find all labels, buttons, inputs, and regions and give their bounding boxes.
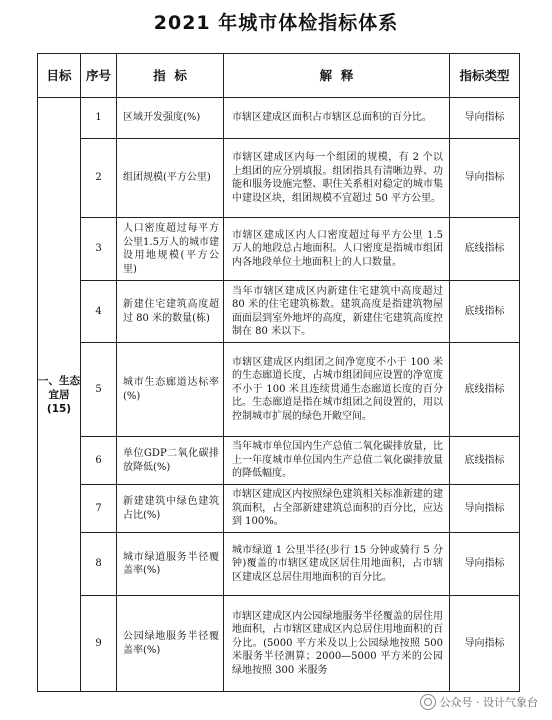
row-explanation: 市辖区建成区内公园绿地服务半径覆盖的居住用地面积，占市辖区建成区内总居住用地面积的百分比。(5000 平方米及以上公园绿地按照 500 米服务半径测算；2000—5000 平方米的公园绿地按照 300 米服务 [224,596,450,692]
row-number: 4 [81,281,117,343]
table-header-row [38,54,520,98]
header-type: 指标类型 [450,54,520,98]
row-type: 导向指标 [450,139,520,218]
row-explanation: 市辖区建成区内每一个组团的规模，有 2 个以上组团的应分别填报。组团指具有清晰边界、功能和服务设施完整、职住关系相对稳定的城市集中建设区块，组团规模不宜超过 50 平方公里。 [224,139,450,218]
row-explanation: 市辖区建成区内人口密度超过每平方公里 1.5 万人的地段总占地面积。人口密度是指城市组团内各地段单位土地面积上的人口数量。 [224,218,450,281]
row-indicator: 新建建筑中绿色建筑占比(%) [117,485,224,533]
header-explanation: 解 释 [224,54,450,98]
table-row [38,139,520,218]
row-explanation: 市辖区建成区内按照绿色建筑相关标准新建的建筑面积，占全部新建建筑总面积的百分比，应达到 100%。 [224,485,450,533]
row-number: 2 [81,139,117,218]
page-title: 2021 年城市体检指标体系 [153,12,399,34]
row-number: 5 [81,343,117,437]
row-number: 1 [81,98,117,139]
row-number: 7 [81,485,117,533]
category-cell: 一、生态宜居(15) [38,98,81,692]
header-indicator: 指 标 [117,54,224,98]
table-row [38,596,520,692]
row-explanation: 市辖区建成区面积占市辖区总面积的百分比。 [224,98,450,139]
indicator-table [37,53,520,692]
header-number: 序号 [81,54,117,98]
table-row [38,485,520,533]
row-indicator: 区域开发强度(%) [117,98,224,139]
header-category: 目标 [38,54,81,98]
row-indicator: 人口密度超过每平方公里1.5万人的城市建设用地规模(平方公里) [117,218,224,281]
watermark-text: 公众号 · 设计气象台 [439,696,538,709]
row-type: 导向指标 [450,98,520,139]
row-indicator: 城市绿道服务半径覆盖率(%) [117,533,224,596]
row-type: 底线指标 [450,281,520,343]
wechat-icon [420,694,436,710]
row-indicator: 新建住宅建筑高度超过 80 米的数量(栋) [117,281,224,343]
row-explanation: 市辖区建成区内组团之间净宽度不小于 100 米的生态廊道长度，占城市组团间应设置的净宽度不小于 100 米且连续贯通生态廊道长度的百分比。生态廊道是指在城市组团之间设置的，用以控制城市扩展的绿色开敞空间。 [224,343,450,437]
row-number: 8 [81,533,117,596]
table-row [38,218,520,281]
table-row [38,533,520,596]
row-explanation: 城市绿道 1 公里半径(步行 15 分钟或骑行 5 分钟)覆盖的市辖区建成区居住用地面积，占市辖区建成区总居住用地面积的百分比。 [224,533,450,596]
row-number: 9 [81,596,117,692]
table-row [38,98,520,139]
watermark [420,694,539,710]
row-explanation: 当年市辖区建成区内新建住宅建筑中高度超过 80 米的住宅建筑栋数。建筑高度是指建筑物屋面面层到室外地坪的高度，新建住宅建筑高度控制在 80 米以下。 [224,281,450,343]
row-type: 底线指标 [450,343,520,437]
table-row [38,437,520,485]
row-type: 导向指标 [450,485,520,533]
table-row [38,343,520,437]
row-type: 导向指标 [450,533,520,596]
row-indicator: 组团规模(平方公里) [117,139,224,218]
row-type: 底线指标 [450,218,520,281]
row-explanation: 当年城市单位国内生产总值二氧化碳排放量，比上一年度城市单位国内生产总值二氧化碳排放量的降低幅度。 [224,437,450,485]
row-type: 底线指标 [450,437,520,485]
row-indicator: 城市生态廊道达标率(%) [117,343,224,437]
row-type: 导向指标 [450,596,520,692]
row-indicator: 公园绿地服务半径覆盖率(%) [117,596,224,692]
row-indicator: 单位GDP二氧化碳排放降低(%) [117,437,224,485]
row-number: 6 [81,437,117,485]
row-number: 3 [81,218,117,281]
table-row [38,281,520,343]
